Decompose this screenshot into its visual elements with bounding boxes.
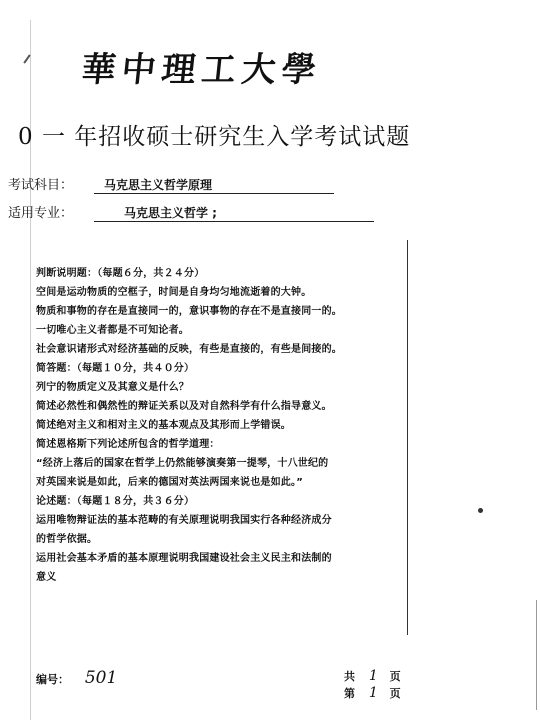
- exam-title: 0 一 年招收硕士研究生入学考试试题: [18, 124, 411, 150]
- scan-edge: [536, 600, 537, 710]
- subject-value: 马克思主义哲学原理: [94, 176, 334, 194]
- question-line: “经济上落后的国家在哲学上仍然能够演奏第一提琴，十八世纪的: [36, 458, 329, 469]
- question-line: 的哲学依据。: [36, 534, 98, 545]
- question-line: 简述必然性和偶然性的辩证关系以及对自然科学有什么指导意义。: [36, 401, 332, 412]
- major-label: 适用专业：: [8, 206, 74, 221]
- question-line: 简答题：（每题１０分，共４０分）: [36, 363, 195, 374]
- total-pages: [344, 668, 401, 684]
- question-line: 社会意识诸形式对经济基础的反映，有些是直接的，有些是间接的。: [36, 344, 342, 355]
- subject-label: 考试科目：: [8, 178, 74, 193]
- question-line: 物质和事物的存在是直接同一的，意识事物的存在不是直接同一的。: [36, 306, 342, 317]
- exam-code-label: 编号：: [36, 673, 69, 686]
- page-number-unit: 页: [389, 687, 401, 700]
- exam-code: [36, 668, 117, 688]
- total-pages-unit: 页: [389, 670, 401, 683]
- ink-dot: [478, 508, 483, 513]
- frame-line: [407, 240, 408, 635]
- total-pages-value: 1: [368, 668, 378, 684]
- question-line: 论述题：（每题１８分，共３６分）: [36, 496, 195, 507]
- major-value: 马克思主义哲学 ;: [94, 204, 374, 222]
- major-row: [8, 202, 374, 222]
- question-line: 列宁的物质定义及其意义是什么？: [36, 382, 189, 393]
- question-line: 空间是运动物质的空框子，时间是自身均匀地流逝着的大钟。: [36, 287, 312, 298]
- page-number: [344, 685, 401, 701]
- question-line: 简述恩格斯下列论述所包含的哲学道理：: [36, 439, 220, 450]
- question-line: 一切唯心主义者都是不可知论者。: [36, 325, 189, 336]
- question-line: 对英国来说是如此，后来的德国对英法两国来说也是如此。”: [36, 477, 303, 488]
- question-line: 运用唯物辩证法的基本范畴的有关原理说明我国实行各种经济成分: [36, 515, 332, 526]
- question-line: 判断说明题：（每题６分，共２４分）: [36, 268, 205, 279]
- question-line: 意义: [36, 572, 57, 583]
- exam-code-value: 501: [84, 668, 118, 688]
- page-number-value: 1: [368, 685, 378, 701]
- question-line: 简述绝对主义和相对主义的基本观点及其形而上学错误。: [36, 420, 291, 431]
- subject-row: [8, 174, 334, 194]
- page-number-label: 第: [344, 687, 355, 700]
- question-line: 运用社会基本矛盾的基本原理说明我国建设社会主义民主和法制的: [36, 553, 332, 564]
- total-pages-label: 共: [344, 670, 355, 683]
- school-name: 華中理工大學: [79, 50, 324, 90]
